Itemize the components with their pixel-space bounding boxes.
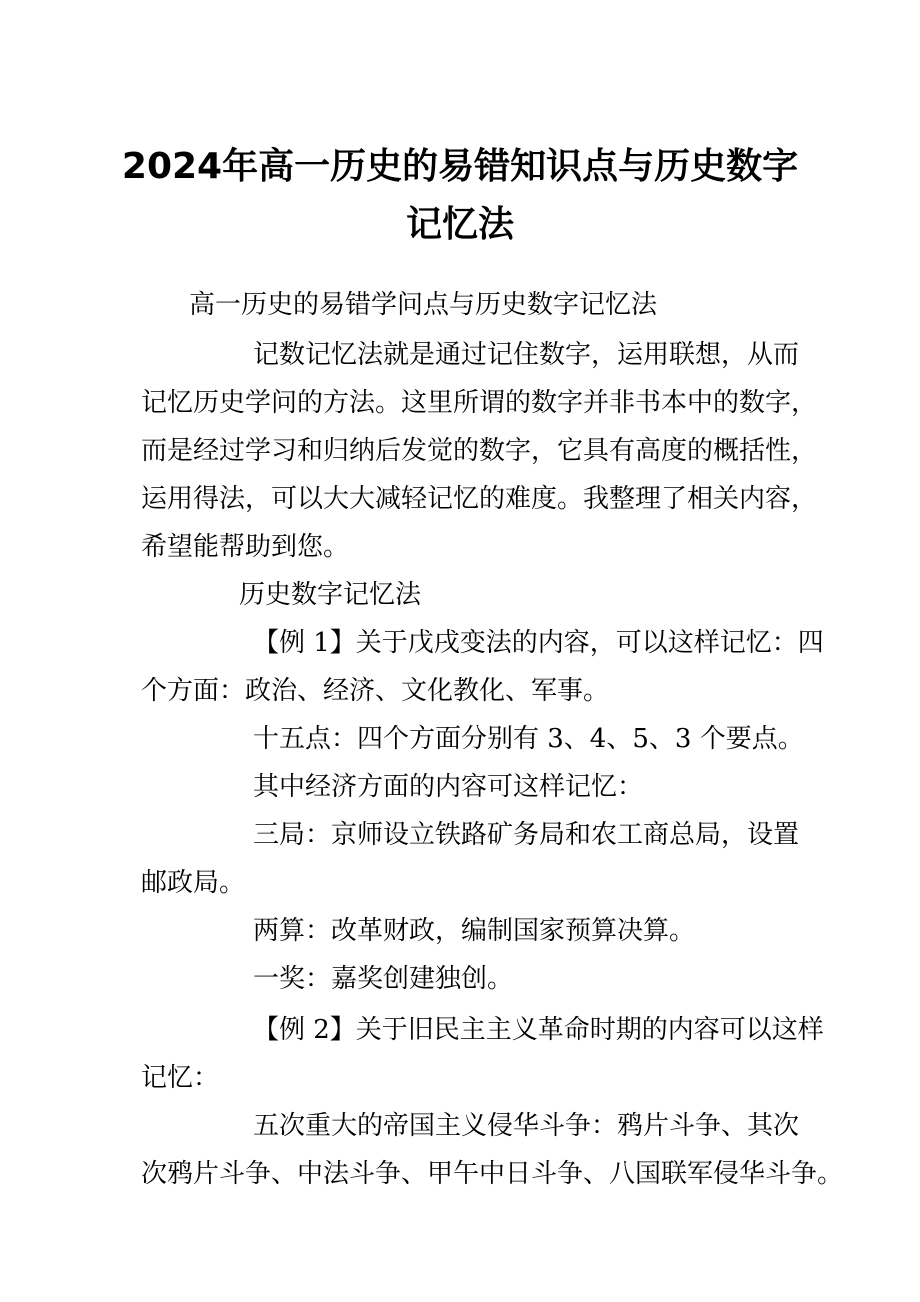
example1-line-2: 个方面：政治、经济、文化教化、军事。: [141, 676, 610, 706]
example2-line-1: 【例 2】关于旧民主主义革命时期的内容可以这样: [253, 1015, 824, 1045]
example2-line-2: 记忆：: [141, 1063, 220, 1093]
example2-five-wars-line-2: 次鸦片斗争、中法斗争、甲午中日斗争、八国联军侵华斗争。: [141, 1159, 844, 1189]
example2-five-wars-line-1: 五次重大的帝国主义侵华斗争：鸦片斗争、其次: [253, 1111, 800, 1141]
intro-line-5: 希望能帮助到您。: [141, 532, 350, 562]
intro-line-4: 运用得法，可以大大减轻记忆的难度。我整理了相关内容，: [141, 484, 818, 514]
example1-one-award: 一奖：嘉奖创建独创。: [253, 964, 514, 994]
section-heading: 历史数字记忆法: [239, 580, 422, 610]
example1-two-budgets: 两算：改革财政，编制国家预算决算。: [253, 916, 696, 946]
example1-three-bureaus-line-1: 三局：京师设立铁路矿务局和农工商总局，设置: [253, 820, 800, 850]
example1-economy-intro: 其中经济方面的内容可这样记忆：: [253, 772, 644, 802]
intro-line-1: 记数记忆法就是通过记住数字，运用联想，从而: [253, 340, 800, 370]
document-title-line-1: 2024年高一历史的易错知识点与历史数字: [121, 146, 799, 187]
example1-three-bureaus-line-2: 邮政局。: [141, 868, 246, 898]
subtitle: 高一历史的易错学问点与历史数字记忆法: [189, 290, 658, 320]
document-title-line-2: 记忆法: [405, 204, 514, 245]
intro-line-3: 而是经过学习和归纳后发觉的数字，它具有高度的概括性，: [141, 436, 818, 466]
intro-line-2: 记忆历史学问的方法。这里所谓的数字并非书本中的数字，: [141, 388, 818, 418]
example1-line-1: 【例 1】关于戊戌变法的内容，可以这样记忆：四: [253, 628, 824, 658]
example1-fifteen-points: 十五点：四个方面分别有 3、4、5、3 个要点。: [253, 724, 804, 754]
